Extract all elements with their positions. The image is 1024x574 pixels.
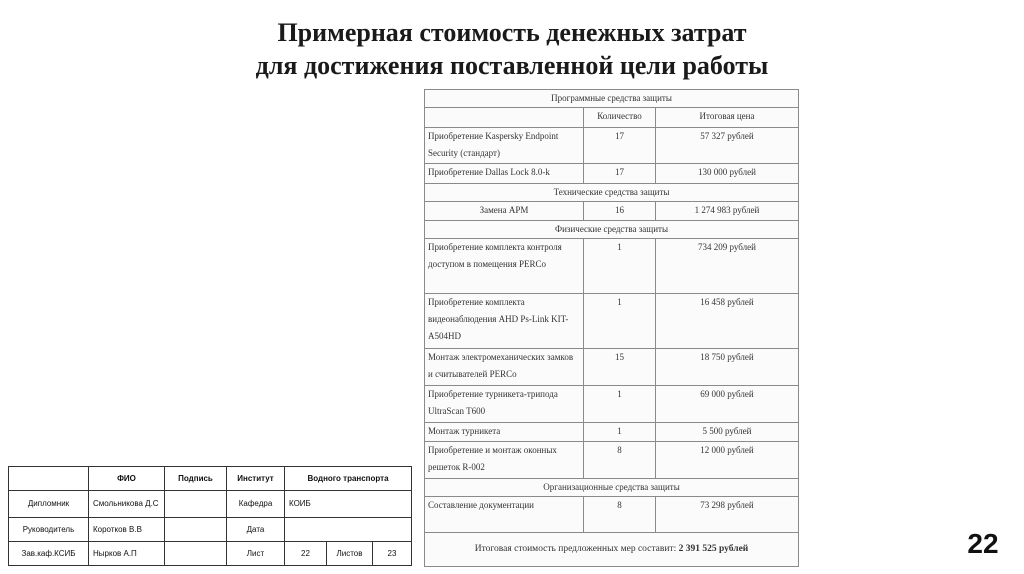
row-quantity: 1 xyxy=(584,239,656,294)
row-price: 18 750 рублей xyxy=(656,349,799,386)
table-row xyxy=(425,386,799,423)
row-quantity: 16 xyxy=(584,202,656,221)
stamp-sheet-value: 22 xyxy=(285,542,327,566)
row-quantity: 17 xyxy=(584,128,656,164)
row-name: Составление документации xyxy=(425,497,584,533)
row-quantity: 8 xyxy=(584,497,656,533)
stamp-date-value xyxy=(285,518,412,542)
table-row xyxy=(425,349,799,386)
stamp-sheets-label: Листов xyxy=(327,542,373,566)
row-name: Приобретение турникета-трипода UltraScan T600 xyxy=(425,386,584,423)
table-row xyxy=(425,164,799,184)
row-name: Приобретение комплекта контроля доступом в помещения PERCo xyxy=(425,239,584,294)
total-cell xyxy=(425,533,799,567)
section-row-hardware xyxy=(425,184,799,202)
row-name: Приобретение и монтаж оконных решеток R-002 xyxy=(425,442,584,479)
cost-table xyxy=(424,89,799,567)
row-quantity: 1 xyxy=(584,386,656,423)
row-name: Приобретение Dallas Lock 8.0-k xyxy=(425,164,584,184)
stamp-sheets-value: 23 xyxy=(373,542,412,566)
row-name: Приобретение Kaspersky Endpoint Security (стандарт) xyxy=(425,128,584,164)
column-header-row xyxy=(425,108,799,128)
stamp-supervisor-name: Коротков В.В xyxy=(89,518,165,542)
row-name: Монтаж турникета xyxy=(425,423,584,442)
section-title-physical: Физические средства защиты xyxy=(425,221,799,239)
row-price: 734 209 рублей xyxy=(656,239,799,294)
table-row xyxy=(425,202,799,221)
stamp-date-label: Дата xyxy=(227,518,285,542)
stamp-blank xyxy=(9,467,89,491)
stamp-head-name: Нырков А.П xyxy=(89,542,165,566)
row-price: 73 298 рублей xyxy=(656,497,799,533)
section-title-hardware: Технические средства защиты xyxy=(425,184,799,202)
row-quantity: 17 xyxy=(584,164,656,184)
stamp-diplomnik-signature xyxy=(165,491,227,518)
column-header-quantity: Количество xyxy=(584,108,656,128)
row-quantity: 15 xyxy=(584,349,656,386)
stamp-department-value: КОИБ xyxy=(285,491,412,518)
table-row xyxy=(425,128,799,164)
page-number: 22 xyxy=(967,528,999,559)
row-name: Монтаж электромеханических замков и считывателей PERCo xyxy=(425,349,584,386)
stamp-signature-header: Подпись xyxy=(165,467,227,491)
stamp-institute-label: Институт xyxy=(227,467,285,491)
slide-title xyxy=(0,16,1024,82)
row-quantity: 1 xyxy=(584,423,656,442)
total-label: Итоговая стоимость предложенных мер составит: xyxy=(474,544,677,554)
table-row xyxy=(425,294,799,349)
title-block-stamp xyxy=(8,466,412,566)
slide-title-line-1: Примерная стоимость денежных затрат xyxy=(277,18,747,47)
total-row xyxy=(425,533,799,567)
total-value: 2 391 525 рублей xyxy=(678,544,749,554)
row-price: 57 327 рублей xyxy=(656,128,799,164)
row-name: Замена АРМ xyxy=(425,202,584,221)
table-row xyxy=(425,423,799,442)
stamp-head-label: Зав.каф.КСИБ xyxy=(9,542,89,566)
stamp-sheet-label: Лист xyxy=(227,542,285,566)
stamp-head-signature xyxy=(165,542,227,566)
row-quantity: 8 xyxy=(584,442,656,479)
row-quantity: 1 xyxy=(584,294,656,349)
section-row-software xyxy=(425,90,799,108)
row-price: 130 000 рублей xyxy=(656,164,799,184)
stamp-supervisor-signature xyxy=(165,518,227,542)
stamp-supervisor-label: Руководитель xyxy=(9,518,89,542)
column-header-price: Итоговая цена xyxy=(656,108,799,128)
section-row-physical xyxy=(425,221,799,239)
section-row-organizational xyxy=(425,479,799,497)
row-price: 12 000 рублей xyxy=(656,442,799,479)
stamp-department-label: Кафедра xyxy=(227,491,285,518)
table-row xyxy=(425,497,799,533)
stamp-diplomnik-label: Дипломник xyxy=(9,491,89,518)
row-price: 69 000 рублей xyxy=(656,386,799,423)
section-title-organizational: Организационные средства защиты xyxy=(425,479,799,497)
row-price: 5 500 рублей xyxy=(656,423,799,442)
table-row xyxy=(425,239,799,294)
stamp-diplomnik-name: Смольникова Д.С xyxy=(89,491,165,518)
row-price: 16 458 рублей xyxy=(656,294,799,349)
table-row xyxy=(425,442,799,479)
slide-title-line-2: для достижения поставленной цели работы xyxy=(255,51,769,80)
section-title-software: Программные средства защиты xyxy=(425,90,799,108)
row-price: 1 274 983 рублей xyxy=(656,202,799,221)
stamp-fio-header: ФИО xyxy=(89,467,165,491)
row-name: Приобретение комплекта видеонаблюдения AHD Ps-Link KIT-A504HD xyxy=(425,294,584,349)
stamp-institute-value: Водного транспорта xyxy=(285,467,412,491)
column-header-blank xyxy=(425,108,584,128)
